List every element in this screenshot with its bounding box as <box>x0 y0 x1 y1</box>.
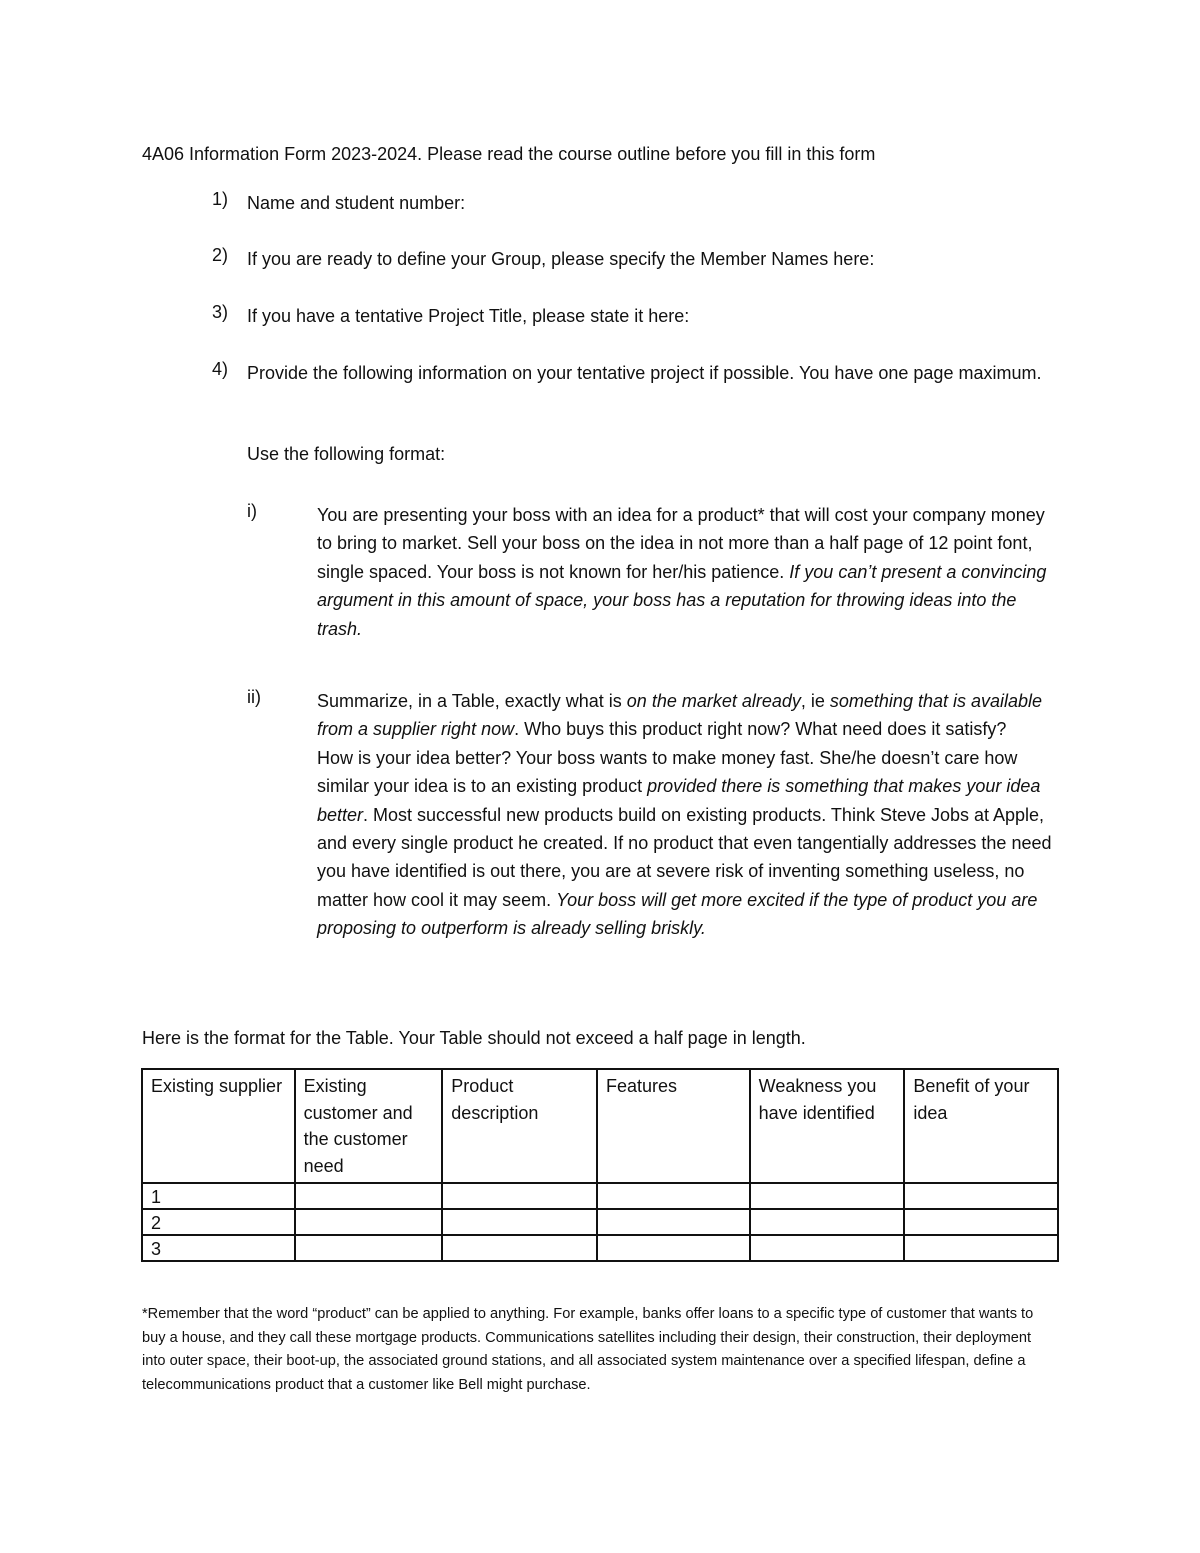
header-benefit: Benefit of your idea <box>904 1069 1058 1183</box>
sub-item-paragraph-1 <box>317 687 1062 744</box>
question-text: Name and student number: <box>247 193 466 213</box>
question-text: Provide the following information on your tentative project if possible. You have one page maximum. <box>247 363 1042 383</box>
header-existing-supplier: Existing supplier <box>142 1069 295 1183</box>
text-run: How is your idea better? Your boss wants to make money fast. She/he doesn’t care how similar your idea is to an existing product <box>317 747 1018 797</box>
row-number: 2 <box>142 1209 295 1235</box>
table-cell <box>904 1209 1058 1235</box>
text-run: . Most successful new products build on existing products. Think Steve Jobs at Apple, and every single product he created. If no product that even tangentially addresses the need you have identified is out there, you are at severe risk of inventing something useless, no matter how cool it may seem. <box>317 804 1052 910</box>
table-cell <box>597 1235 750 1261</box>
use-format-label: Use the following format: <box>247 444 446 464</box>
format-table <box>141 1068 1059 1262</box>
text-run-italic: on the market already <box>626 691 801 711</box>
text-run-italic: something that is available from a supplier right now <box>317 691 1043 740</box>
table-row <box>142 1183 1058 1209</box>
text-run-italic: Your boss will get more excited if the type of product you are proposing to outperform is already selling briskly. <box>317 889 1038 939</box>
sub-item-number: i) <box>247 501 257 521</box>
table-cell <box>597 1209 750 1235</box>
table-header-row <box>142 1069 1058 1183</box>
question-text: If you have a tentative Project Title, please state it here: <box>247 306 690 326</box>
text-run: , ie <box>800 691 830 711</box>
question-text: If you are ready to define your Group, please specify the Member Names here: <box>247 249 875 269</box>
header-product-description: Product description <box>442 1069 597 1183</box>
question-number: 1) <box>212 189 229 209</box>
table-cell <box>750 1209 905 1235</box>
table-cell <box>597 1183 750 1209</box>
header-existing-customer: Existing customer and the customer need <box>295 1069 443 1183</box>
sub-item-text-plain: You are presenting your boss with an idea for a product* that will cost your company money to bring to market. Sell your boss on the idea in not more than a half page of 12 point font, single spaced. Your boss is not known for her/his patience. <box>317 505 1045 582</box>
row-number: 3 <box>142 1235 295 1261</box>
sub-item-text-italic: If you can’t present a convincing argument in this amount of space, your boss has a reputation for throwing ideas into the trash. <box>317 561 1047 639</box>
table-row <box>142 1235 1058 1261</box>
table-cell <box>750 1235 905 1261</box>
table-intro: Here is the format for the Table. Your Table should not exceed a half page in length. <box>142 1028 806 1048</box>
header-features: Features <box>597 1069 750 1183</box>
footnote: *Remember that the word “product” can be applied to anything. For example, banks offer loans to a specific type of customer that wants to buy a house, and they call these mortgage products. Communications satellites including their design, their construction, their deployment into outer space, their boot-up, the associated ground stations, and all associated system maintenance over a specified lifespan, define a telecommunications product that a customer like Bell might purchase. <box>142 1306 1034 1393</box>
table-cell <box>442 1183 597 1209</box>
question-number: 4) <box>212 359 229 379</box>
header-weakness: Weakness you have identified <box>750 1069 905 1183</box>
table-cell <box>750 1183 905 1209</box>
question-number: 2) <box>212 245 229 265</box>
table-cell <box>295 1235 443 1261</box>
text-run: . Who buys this product right now? What need does it satisfy? <box>514 719 1007 740</box>
table-cell <box>904 1183 1058 1209</box>
table-cell <box>442 1235 597 1261</box>
sub-item-text <box>317 501 1062 643</box>
sub-item-paragraph-2 <box>317 744 1062 943</box>
sub-item-text <box>317 687 1062 943</box>
text-run-italic: provided there is something that makes your idea better <box>317 776 1041 825</box>
table-cell <box>904 1235 1058 1261</box>
text-run: Summarize, in a Table, exactly what is <box>317 691 627 711</box>
form-title: 4A06 Information Form 2023-2024. Please read the course outline before you fill in this form <box>142 144 876 164</box>
table-cell <box>442 1209 597 1235</box>
sub-item-number: ii) <box>247 687 261 707</box>
row-number: 1 <box>142 1183 295 1209</box>
table-cell <box>295 1183 443 1209</box>
question-number: 3) <box>212 302 229 322</box>
table-cell <box>295 1209 443 1235</box>
table-row <box>142 1209 1058 1235</box>
